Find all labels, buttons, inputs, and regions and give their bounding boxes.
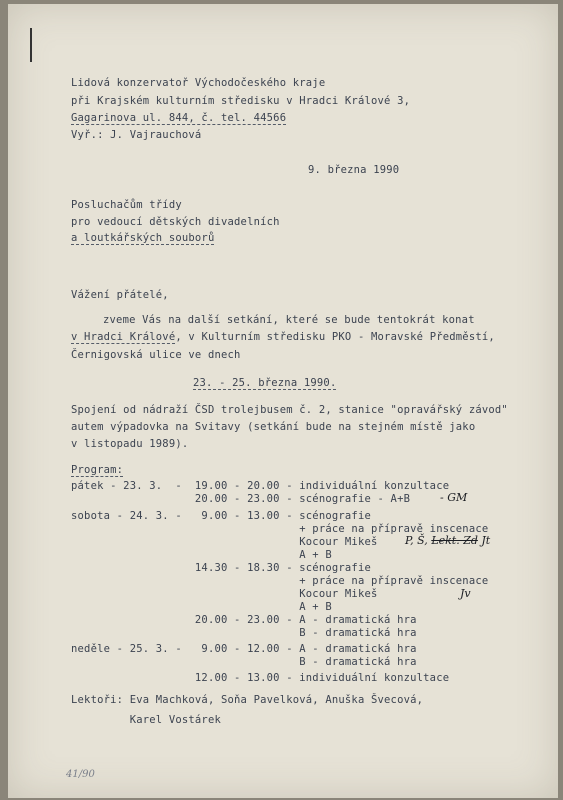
handwritten-note-part: Jt	[481, 534, 491, 547]
lecturers-line-2: Karel Vostárek	[71, 714, 221, 726]
program-row: Kocour Mikeš	[71, 536, 378, 548]
program-heading: Program:	[71, 464, 124, 476]
program-row: 12.00 - 13.00 - individuální konzultace	[71, 672, 450, 684]
handwritten-strike: Lekt. Zd	[431, 534, 478, 547]
transport-line-2: autem výpadovka na Svitavy (setkání bude na stejném místě jako	[71, 421, 476, 433]
header-line-3: Gagarinova ul. 844, č. tel. 44566	[71, 112, 287, 124]
body-line-1: zveme Vás na další setkání, které se bude tentokrát konat	[103, 314, 475, 326]
body-line-2	[71, 331, 495, 343]
program-row: 20.00 - 23.00 - A - dramatická hra	[71, 614, 417, 626]
header-line-2: při Krajském kulturním středisku v Hradci Králové 3,	[71, 95, 411, 107]
staple-mark	[30, 28, 32, 62]
recipient-line-2: pro vedoucí dětských divadelních	[71, 216, 280, 228]
transport-line-1: Spojení od nádraží ČSD trolejbusem č. 2, stanice "opravářský závod"	[71, 404, 508, 416]
body-line-2b: , v Kulturním středisku PKO - Moravské Předměstí,	[175, 331, 495, 343]
program-row: 20.00 - 23.00 - scénografie - A+B	[71, 493, 411, 505]
body-line-2a: v Hradci Králové	[71, 331, 176, 343]
salutation: Vážení přátelé,	[71, 289, 169, 301]
date: 9. března 1990	[308, 164, 400, 176]
program-row: pátek - 23. 3. - 19.00 - 20.00 - individuální konzultace	[71, 480, 450, 492]
recipient-line-1: Posluchačům třídy	[71, 199, 182, 211]
program-row: neděle - 25. 3. - 9.00 - 12.00 - A - dramatická hra	[71, 643, 417, 655]
header-line-4: Vyř.: J. Vajrauchová	[71, 129, 202, 141]
header-line-1: Lidová konzervatoř Východočeského kraje	[71, 77, 326, 89]
document-page	[8, 4, 558, 798]
program-row: A + B	[71, 549, 332, 561]
program-row: + práce na přípravě inscenace	[71, 523, 489, 535]
program-row: B - dramatická hra	[71, 656, 417, 668]
program-row: + práce na přípravě inscenace	[71, 575, 489, 587]
handwritten-note-part: P, Š,	[405, 534, 428, 547]
archive-number: 41/90	[66, 769, 95, 780]
transport-line-3: v listopadu 1989).	[71, 438, 189, 450]
lecturers-line-1: Lektoři: Eva Machková, Soňa Pavelková, Anuška Švecová,	[71, 694, 424, 706]
program-row: Kocour Mikeš	[71, 588, 378, 600]
program-row: 14.30 - 18.30 - scénografie	[71, 562, 371, 574]
program-row: A + B	[71, 601, 332, 613]
program-row: sobota - 24. 3. - 9.00 - 13.00 - scénografie	[71, 510, 371, 522]
handwritten-note: Jv	[460, 587, 471, 600]
program-row: B - dramatická hra	[71, 627, 417, 639]
event-dates: 23. - 25. března 1990.	[193, 377, 337, 389]
body-line-3: Černigovská ulice ve dnech	[71, 349, 241, 361]
handwritten-note	[405, 534, 490, 547]
recipient-line-3: a loutkářských souborů	[71, 232, 215, 244]
handwritten-note: - GM	[440, 491, 468, 504]
